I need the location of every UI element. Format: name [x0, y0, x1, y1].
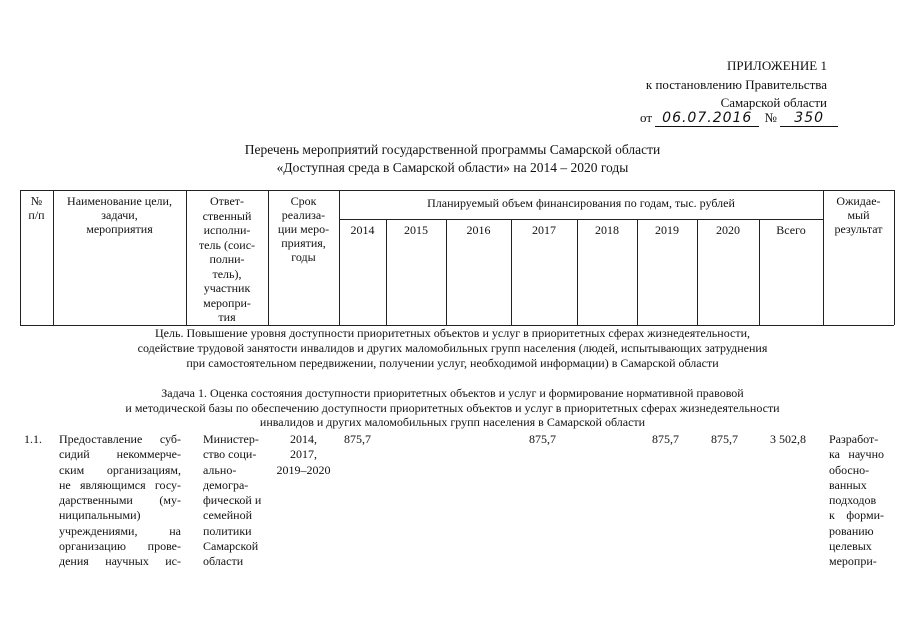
value-2020: 875,7: [711, 432, 738, 446]
header-year-2016: 2016: [466, 223, 491, 237]
header-total: Всего: [776, 223, 806, 237]
appendix-date-line: [640, 110, 838, 127]
header-year-2020: 2020: [716, 223, 740, 237]
header-col-result: Ожидае- мый результат: [834, 194, 883, 236]
header-col-term: Срок реализа- ции меро- приятия, годы: [277, 194, 330, 264]
appendix-line-1: к постановлению Правительства: [645, 77, 827, 92]
header-col-responsible: Ответ- ственный исполни- тель (соис- полни- тель), участник меропри- тия: [198, 194, 256, 324]
header-col-name: Наименование цели, задачи, мероприятия: [67, 194, 172, 236]
header-col-number: № п/п: [28, 194, 45, 222]
number-prefix: №: [764, 110, 777, 125]
value-total: 3 502,8: [770, 432, 806, 446]
row-number: 1.1.: [24, 432, 42, 446]
table-top-border: [20, 190, 894, 191]
row-term: 2014, 2017, 2019–2020: [276, 432, 331, 477]
value-2014: 875,7: [344, 432, 371, 446]
appendix-title: ПРИЛОЖЕНИЕ 1: [727, 58, 827, 73]
header-funding-title: Планируемый объем финансирования по годам, тыс. рублей: [427, 196, 735, 210]
doc-title-line-1: Перечень мероприятий государственной программы Самарской области: [244, 142, 661, 157]
appendix-line-2: Самарской области: [720, 95, 827, 110]
header-year-2014: 2014: [350, 223, 375, 237]
header-year-2019: 2019: [655, 223, 679, 237]
row-responsible: Министер- ство соци- ально- демогра- фической и семейной политики Самарской области: [203, 432, 262, 569]
date-prefix: от: [640, 110, 653, 125]
header-year-2015: 2015: [404, 223, 428, 237]
header-year-2018: 2018: [595, 223, 619, 237]
doc-title-line-2: «Доступная среда в Самарской области» на 2014 – 2020 годы: [276, 160, 629, 175]
value-2017: 875,7: [529, 432, 556, 446]
header-year-2017: 2017: [532, 223, 556, 237]
row-name: Предоставление суб- сидий некоммерче- ским организациям, не являющимся госу- дарственными (му- ниципальными) учреждениями, на организацию прове- дения научных ис-: [59, 432, 181, 569]
value-2019: 875,7: [652, 432, 679, 446]
years-row-border: [339, 219, 823, 220]
row-result: Разработ- ка научно обосно- ванных подходов к форми- рованию целевых меропри-: [829, 432, 884, 569]
date-value: 06.07.2016: [655, 110, 759, 127]
col-border: [339, 190, 340, 325]
col-border: [894, 190, 895, 325]
number-value: 350: [780, 110, 838, 127]
